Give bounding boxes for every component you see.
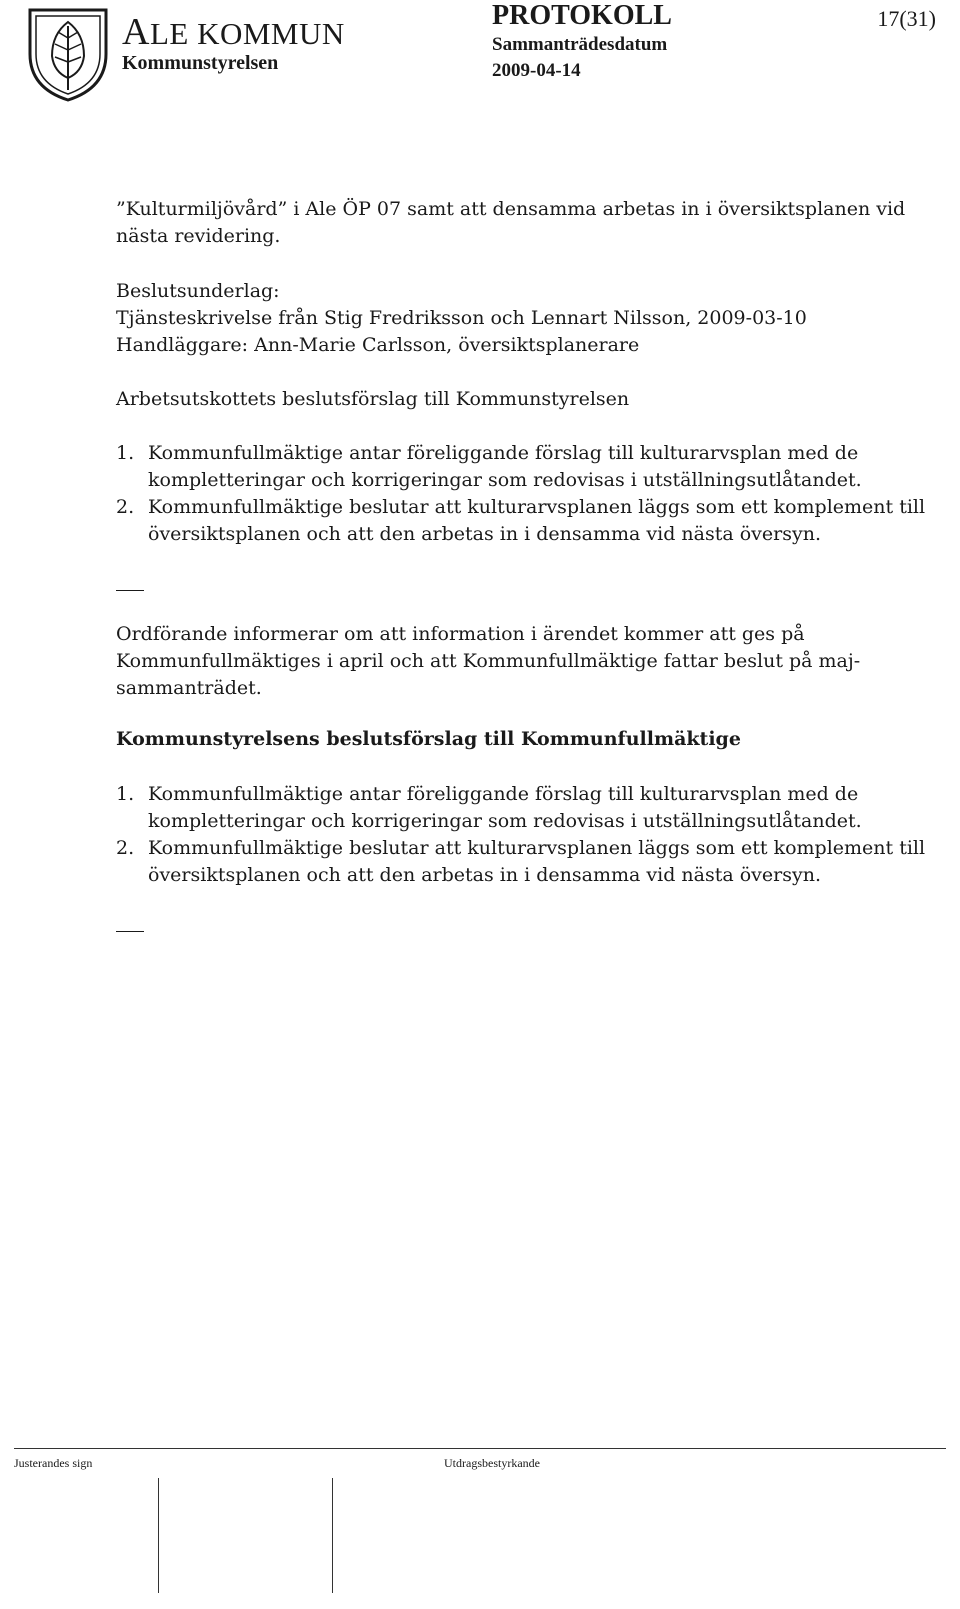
basis-line: Tjänsteskrivelse från Stig Fredriksson och Lennart Nilsson, 2009-03-10: [116, 307, 807, 329]
au-heading: Arbetsutskottets beslutsförslag till Kommunstyrelsen: [116, 388, 630, 410]
extract-certification-label: Utdragsbestyrkande: [444, 1456, 540, 1470]
chair-info-line: sammanträdet.: [116, 677, 262, 699]
au-item-text: Kommunfullmäktige antar föreliggande förslag till kulturarvsplan med de: [148, 442, 859, 464]
ks-item-number: 2.: [116, 837, 135, 859]
meeting-date-label: Sammanträdesdatum: [492, 34, 668, 55]
au-item-number: 2.: [116, 496, 135, 518]
page-number: 17(31): [877, 6, 936, 31]
ks-heading: Kommunstyrelsens beslutsförslag till Kommunfullmäktige: [116, 728, 741, 750]
intro-line: ”Kulturmiljövård” i Ale ÖP 07 samt att densamma arbetas in i översiktsplanen vid: [116, 198, 906, 220]
org-name-initial: A: [122, 11, 150, 53]
basis-line: Handläggare: Ann-Marie Carlsson, översiktsplanerare: [116, 334, 640, 356]
intro-line: nästa revidering.: [116, 225, 281, 247]
basis-label: Beslutsunderlag:: [116, 280, 280, 302]
org-name-rest: LE KOMMUN: [149, 16, 345, 51]
signature-label: Justerandes sign: [14, 1456, 93, 1470]
org-name: [122, 10, 345, 54]
au-item-text: Kommunfullmäktige beslutar att kulturarvsplanen läggs som ett komplement till: [148, 496, 926, 518]
document-type: PROTOKOLL: [492, 0, 672, 31]
ks-item-text: översiktsplanen och att den arbetas in i densamma vid nästa översyn.: [148, 864, 821, 886]
au-item-number: 1.: [116, 442, 135, 464]
municipal-crest-icon: [22, 4, 114, 104]
section-divider: [116, 931, 144, 932]
signature-field-divider: [158, 1478, 159, 1593]
ks-item-number: 1.: [116, 783, 135, 805]
ks-item-text: kompletteringar och korrigeringar som redovisas i utställningsutlåtandet.: [148, 810, 862, 832]
au-item-text: kompletteringar och korrigeringar som redovisas i utställningsutlåtandet.: [148, 469, 862, 491]
ks-item-text: Kommunfullmäktige beslutar att kulturarvsplanen läggs som ett komplement till: [148, 837, 926, 859]
chair-info-line: Kommunfullmäktiges i april och att Kommunfullmäktige fattar beslut på maj-: [116, 650, 861, 672]
chair-info-line: Ordförande informerar om att information i ärendet kommer att ges på: [116, 623, 805, 645]
ks-item-text: Kommunfullmäktige antar föreliggande förslag till kulturarvsplan med de: [148, 783, 859, 805]
org-department: Kommunstyrelsen: [122, 52, 279, 74]
meeting-date: 2009-04-14: [492, 60, 581, 81]
footer-rule: [14, 1448, 946, 1449]
au-item-text: översiktsplanen och att den arbetas in i densamma vid nästa översyn.: [148, 523, 821, 545]
signature-field-divider: [332, 1478, 333, 1593]
section-divider: [116, 590, 144, 591]
